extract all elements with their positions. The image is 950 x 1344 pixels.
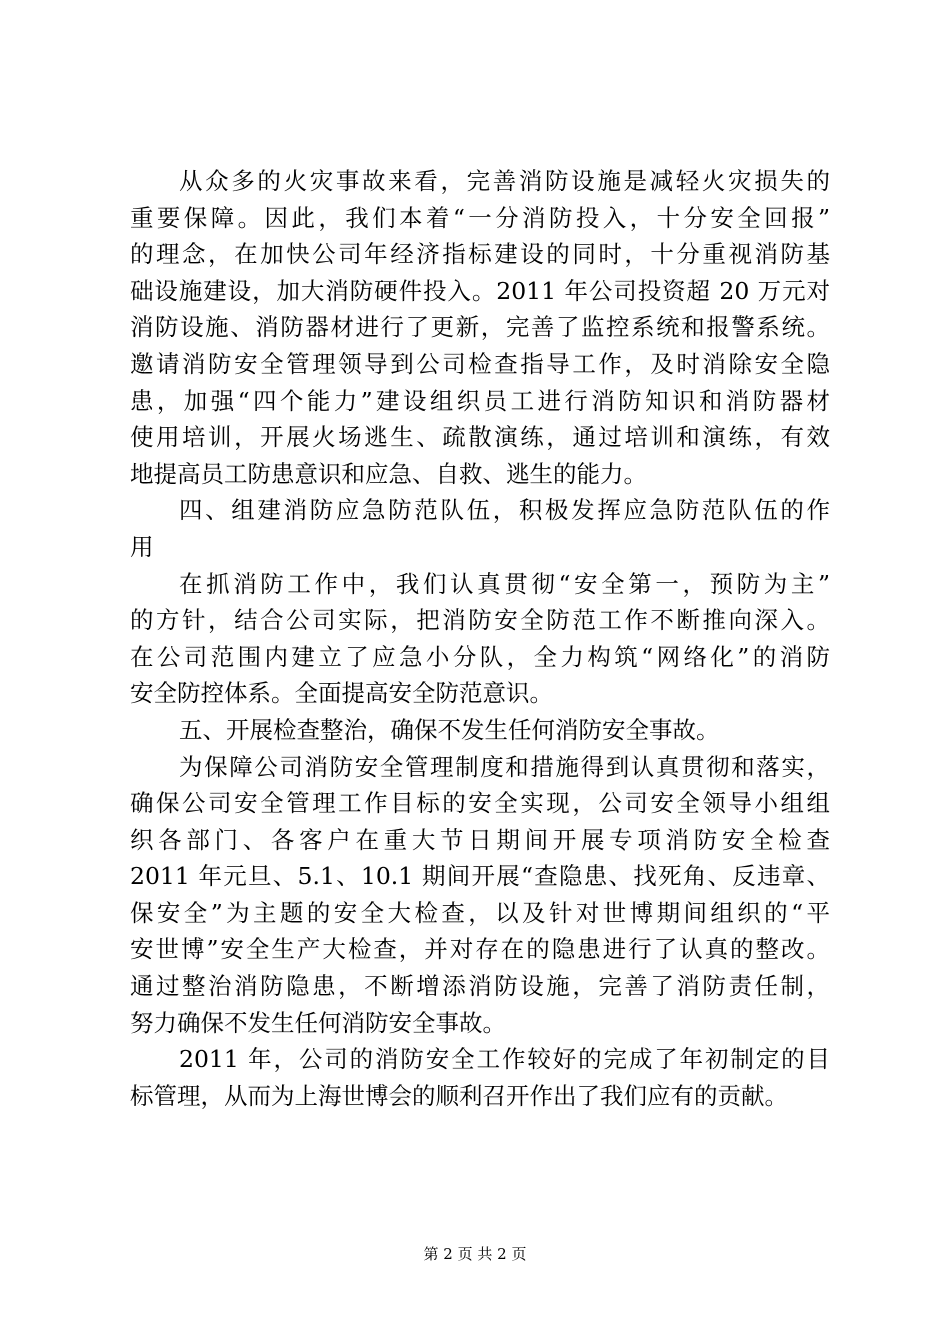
paragraph-line: 邀请消防安全管理领导到公司检查指导工作，及时消除安全隐 — [130, 349, 830, 378]
section-heading-line: 五、开展检查整治，确保不发生任何消防安全事故。 — [179, 715, 720, 744]
paragraph-line: 2011 年，公司的消防安全工作较好的完成了年初制定的目 — [179, 1045, 830, 1074]
document-body — [130, 163, 830, 1114]
paragraph-line: 从众多的火灾事故来看，完善消防设施是减轻火灾损失的 — [179, 167, 830, 195]
paragraph-line: 消防设施、消防器材进行了更新，完善了监控系统和报警系统。 — [130, 313, 830, 342]
paragraph-line: 的理念，在加快公司年经济指标建设的同时，十分重视消防基 — [130, 240, 830, 269]
section-heading-line: 四、组建消防应急防范队伍，积极发挥应急防范队伍的作 — [179, 496, 830, 525]
paragraph-line: 使用培训，开展火场逃生、疏散演练，通过培训和演练，有效 — [130, 423, 830, 452]
paragraph-line: 的方针，结合公司实际，把消防安全防范工作不断推向深入。 — [130, 606, 830, 635]
paragraph-line: 织各部门、各客户在重大节日期间开展专项消防安全检查 — [130, 825, 830, 854]
paragraph-line: 在公司范围内建立了应急小分队，全力构筑“网络化”的消防 — [130, 642, 830, 671]
paragraph-line: 安世博”安全生产大检查，并对存在的隐患进行了认真的整改。 — [130, 935, 830, 964]
paragraph-line: 重要保障。因此，我们本着“一分消防投入，十分安全回报” — [130, 203, 830, 232]
paragraph-line: 地提高员工防患意识和应急、自救、逃生的能力。 — [130, 459, 647, 488]
paragraph-line: 患，加强“四个能力”建设组织员工进行消防知识和消防器材 — [130, 386, 830, 415]
section-heading-line: 用 — [130, 532, 154, 561]
paragraph-line: 努力确保不发生任何消防安全事故。 — [130, 1008, 506, 1037]
paragraph-line: 为保障公司消防安全管理制度和措施得到认真贯彻和落实， — [179, 752, 830, 781]
paragraph-line: 在抓消防工作中，我们认真贯彻“安全第一，预防为主” — [179, 569, 830, 598]
paragraph-line: 确保公司安全管理工作目标的安全实现，公司安全领导小组组 — [130, 789, 830, 818]
paragraph-line: 通过整治消防隐患，不断增添消防设施，完善了消防责任制， — [130, 972, 830, 1001]
page-footer: 第 2 页 共 2 页 — [423, 1245, 527, 1263]
paragraph-line: 础设施建设，加大消防硬件投入。2011 年公司投资超 20 万元对 — [130, 276, 830, 305]
paragraph-line: 保安全”为主题的安全大检查，以及针对世博期间组织的“平 — [130, 898, 830, 927]
paragraph-line: 2011 年元旦、5.1、10.1 期间开展“查隐患、找死角、反违章、 — [130, 862, 830, 891]
paragraph-line: 标管理，从而为上海世博会的顺利召开作出了我们应有的贡献。 — [130, 1081, 788, 1110]
paragraph-line: 安全防控体系。全面提高安全防范意识。 — [130, 679, 553, 708]
